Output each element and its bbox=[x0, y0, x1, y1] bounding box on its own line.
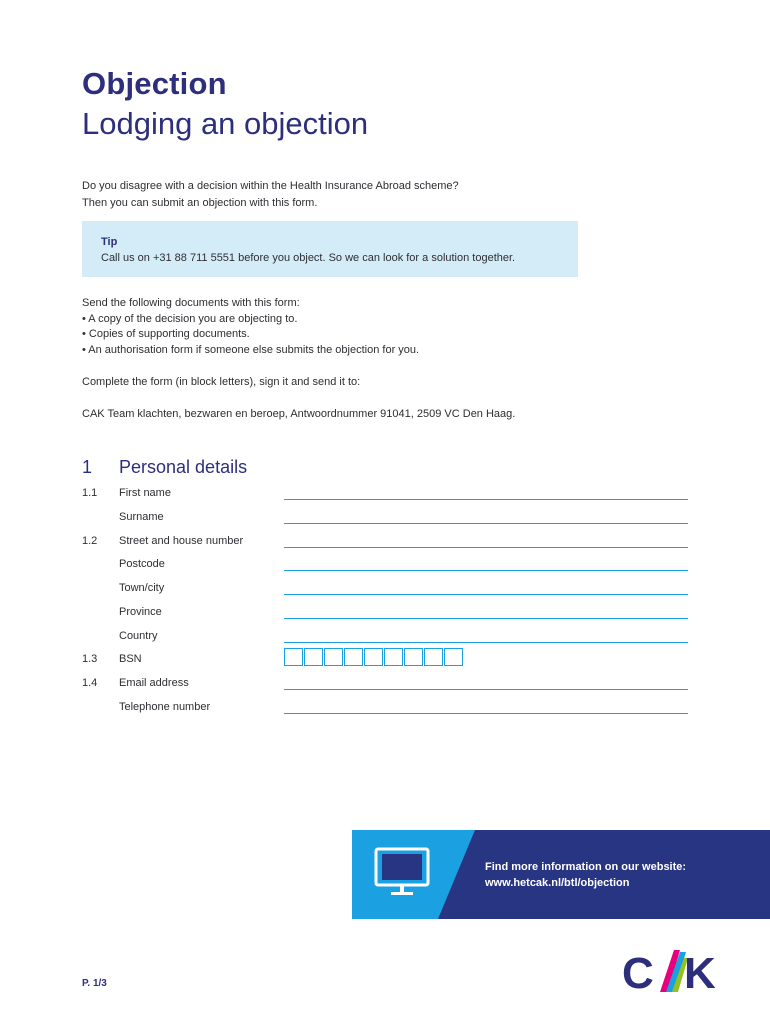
bsn-digit-box[interactable] bbox=[324, 648, 343, 666]
town-input[interactable] bbox=[284, 594, 688, 595]
documents-item: • An authorisation form if someone else submits the objection for you. bbox=[82, 343, 420, 356]
field-telephone bbox=[82, 701, 688, 721]
tip-box bbox=[82, 221, 578, 277]
email-input[interactable] bbox=[284, 689, 688, 690]
bsn-digit-box[interactable] bbox=[444, 648, 463, 666]
field-street bbox=[82, 535, 688, 555]
intro-line-2: Then you can submit an objection with this form. bbox=[82, 197, 318, 209]
bsn-digit-box[interactable] bbox=[404, 648, 423, 666]
tip-text: Call us on +31 88 711 5551 before you object. So we can look for a solution together. bbox=[101, 252, 516, 264]
field-number: 1.2 bbox=[82, 535, 98, 547]
province-input[interactable] bbox=[284, 618, 688, 619]
page-title: Objection bbox=[82, 66, 227, 101]
field-label: First name bbox=[119, 487, 171, 499]
bsn-digit-box[interactable] bbox=[384, 648, 403, 666]
documents-heading: Send the following documents with this form: bbox=[82, 297, 300, 309]
field-first-name bbox=[82, 487, 688, 507]
bsn-digit-box[interactable] bbox=[364, 648, 383, 666]
tip-title: Tip bbox=[101, 236, 118, 248]
bsn-boxes bbox=[284, 648, 463, 666]
field-email bbox=[82, 677, 688, 697]
field-label: Province bbox=[119, 606, 162, 618]
field-number: 1.3 bbox=[82, 653, 98, 665]
field-label: Telephone number bbox=[119, 701, 211, 713]
field-label: BSN bbox=[119, 653, 142, 665]
field-label: Country bbox=[119, 630, 158, 642]
first-name-input[interactable] bbox=[284, 499, 688, 500]
documents-list bbox=[82, 296, 419, 358]
section-number: 1 bbox=[82, 457, 93, 477]
cak-logo bbox=[622, 944, 738, 996]
field-number: 1.4 bbox=[82, 677, 98, 689]
complete-instructions: Complete the form (in block letters), sign it and send it to: bbox=[82, 376, 361, 388]
field-province bbox=[82, 606, 688, 626]
svg-text:C: C bbox=[622, 949, 654, 996]
bsn-digit-box[interactable] bbox=[284, 648, 303, 666]
documents-item: • Copies of supporting documents. bbox=[82, 328, 250, 340]
bsn-digit-box[interactable] bbox=[344, 648, 363, 666]
intro-line-1: Do you disagree with a decision within the Health Insurance Abroad scheme? bbox=[82, 180, 459, 192]
field-number: 1.1 bbox=[82, 487, 98, 499]
field-postcode bbox=[82, 558, 688, 578]
field-label: Street and house number bbox=[119, 535, 244, 547]
banner-text bbox=[485, 859, 686, 891]
postcode-input[interactable] bbox=[284, 570, 688, 571]
field-label: Postcode bbox=[119, 558, 165, 570]
field-country bbox=[82, 630, 688, 650]
page-subtitle: Lodging an objection bbox=[82, 106, 369, 141]
field-surname bbox=[82, 511, 688, 531]
field-label: Town/city bbox=[119, 582, 165, 594]
page-number: P. 1/3 bbox=[82, 978, 107, 989]
field-label: Email address bbox=[119, 677, 189, 689]
section-title: Personal details bbox=[119, 457, 248, 477]
street-input[interactable] bbox=[284, 547, 688, 548]
website-banner bbox=[352, 830, 770, 919]
svg-text:K: K bbox=[684, 949, 716, 996]
bsn-digit-box[interactable] bbox=[304, 648, 323, 666]
field-town bbox=[82, 582, 688, 602]
banner-line-1: Find more information on our website: bbox=[485, 861, 687, 873]
documents-item: • A copy of the decision you are objecting to. bbox=[82, 312, 298, 325]
surname-input[interactable] bbox=[284, 523, 688, 524]
monitor-icon bbox=[374, 847, 430, 897]
bsn-digit-box[interactable] bbox=[424, 648, 443, 666]
postal-address: CAK Team klachten, bezwaren en beroep, Antwoordnummer 91041, 2509 VC Den Haag. bbox=[82, 408, 516, 420]
intro-text bbox=[82, 178, 459, 212]
country-input[interactable] bbox=[284, 642, 688, 643]
telephone-input[interactable] bbox=[284, 713, 688, 714]
field-label: Surname bbox=[119, 511, 164, 523]
website-link[interactable]: www.hetcak.nl/btl/objection bbox=[485, 877, 630, 889]
